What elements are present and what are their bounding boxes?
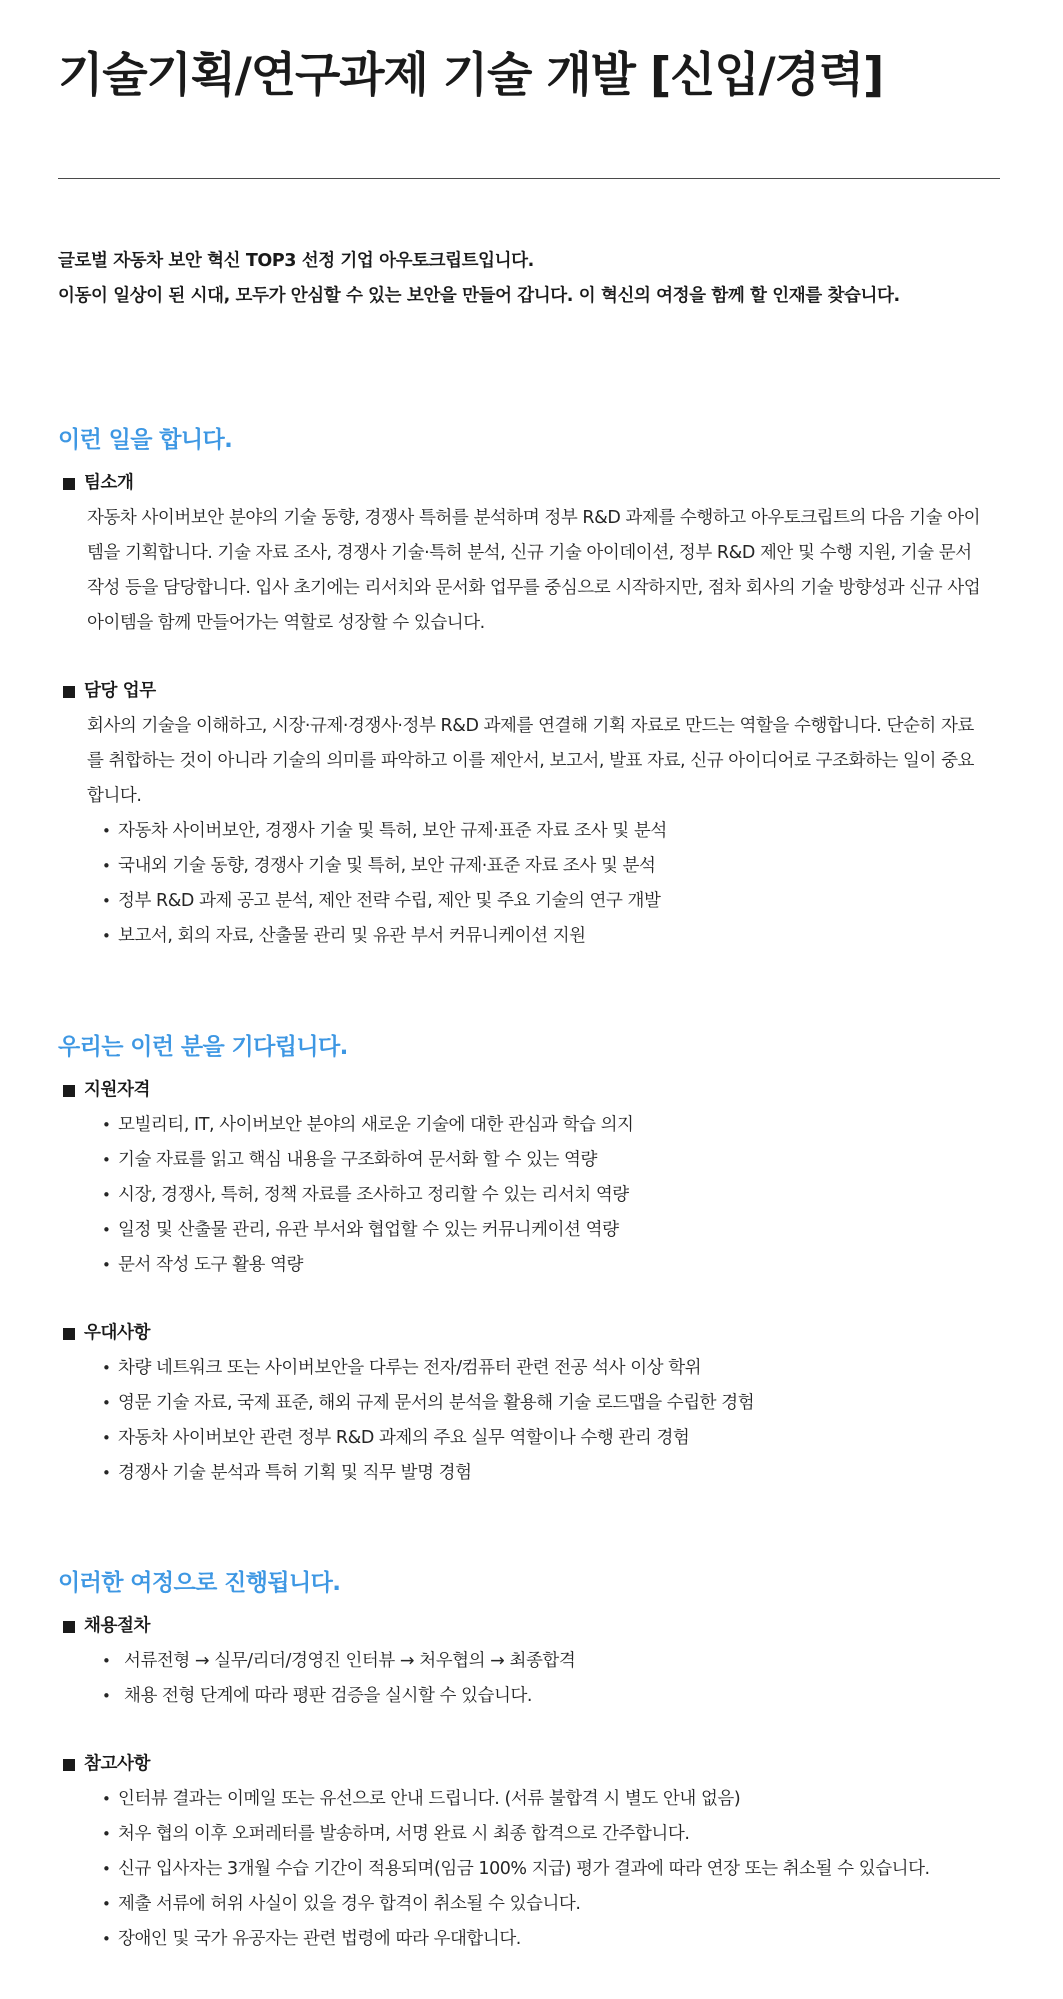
notes <box>58 1747 1018 1957</box>
list-item: • 처우 협의 이후 오퍼레터를 발송하며, 서명 완료 시 최종 합격으로 간주합니다. <box>102 1817 1018 1852</box>
duties-heading: 담당 업무 <box>84 681 156 701</box>
list-item: • 기술 자료를 읽고 핵심 내용을 구조화하여 문서화 할 수 있는 역량 <box>102 1143 1018 1178</box>
list-item: • 서류전형 → 실무/리더/경영진 인터뷰 → 처우협의 → 최종합격 <box>102 1644 1018 1679</box>
preferred-list <box>58 1351 1018 1491</box>
hiring-process-heading: 채용절차 <box>84 1616 151 1636</box>
intro-line-1: 글로벌 자동차 보안 혁신 TOP3 선정 기업 아우토크립트입니다. <box>58 251 534 271</box>
qualifications-heading: 지원자격 <box>84 1080 151 1100</box>
subsection-heading <box>58 1316 1018 1351</box>
page-title: 기술기획/연구과제 기술 개발 [신입/경력] <box>58 48 884 103</box>
list-item: • 정부 R&D 과제 공고 분석, 제안 전략 수립, 제안 및 주요 기술의 연구 개발 <box>102 884 1018 919</box>
subsection-heading <box>58 1073 1018 1108</box>
duties-body: 회사의 기술을 이해하고, 시장·규제·경쟁사·정부 R&D 과제를 연결해 기획 자료로 만드는 역할을 수행합니다. 단순히 자료를 취합하는 것이 아니라 기술의 의미를 파악하고 이를 제안서, 보고서, 발표 자료, 신규 아이디어로 구조화하는 일이 중요합니다. <box>87 716 974 806</box>
section-what-we-do <box>58 424 1018 954</box>
square-bullet-icon <box>63 1085 75 1097</box>
section-process <box>58 1567 1018 1957</box>
subsection-heading <box>58 466 1018 501</box>
list-item: • 채용 전형 단계에 따라 평판 검증을 실시할 수 있습니다. <box>102 1679 1018 1714</box>
square-bullet-icon <box>63 1328 75 1340</box>
team-intro <box>58 466 1018 641</box>
subsection-heading <box>58 674 1018 709</box>
subsection-heading <box>58 1747 1018 1782</box>
list-item: • 모빌리티, IT, 사이버보안 분야의 새로운 기술에 대한 관심과 학습 의지 <box>102 1108 1018 1143</box>
section-heading: 이러한 여정으로 진행됩니다. <box>58 1570 341 1596</box>
notes-heading: 참고사항 <box>84 1754 151 1774</box>
list-item: • 장애인 및 국가 유공자는 관련 법령에 따라 우대합니다. <box>102 1922 1018 1957</box>
list-item: • 인터뷰 결과는 이메일 또는 유선으로 안내 드립니다. (서류 불합격 시 별도 안내 없음) <box>102 1782 1018 1817</box>
list-item: • 경쟁사 기술 분석과 특허 기획 및 직무 발명 경험 <box>102 1456 1018 1491</box>
qualifications-list <box>58 1108 1018 1283</box>
team-intro-body: 자동차 사이버보안 분야의 기술 동향, 경쟁사 특허를 분석하며 정부 R&D 과제를 수행하고 아우토크립트의 다음 기술 아이템을 기획합니다. 기술 자료 조사, 경쟁사 기술·특허 분석, 신규 기술 아이데이션, 정부 R&D 제안 및 수행 지원, 기술 문서 작성 등을 담당합니다. 입사 초기에는 리서치와 문서화 업무를 중심으로 시작하지만, 점차 회사의 기술 방향성과 신규 사업 아이템을 함께 만들어가는 역할로 성장할 수 있습니다. <box>87 508 981 633</box>
intro <box>58 244 1018 314</box>
title-divider <box>58 178 1000 179</box>
list-item: • 영문 기술 자료, 국제 표준, 해외 규제 문서의 분석을 활용해 기술 로드맵을 수립한 경험 <box>102 1386 1018 1421</box>
section-heading: 이런 일을 합니다. <box>58 427 233 453</box>
list-item: • 신규 입사자는 3개월 수습 기간이 적용되며(임금 100% 지급) 평가 결과에 따라 연장 또는 취소될 수 있습니다. <box>102 1852 1018 1887</box>
list-item: • 시장, 경쟁사, 특허, 정책 자료를 조사하고 정리할 수 있는 리서치 역량 <box>102 1178 1018 1213</box>
qualifications <box>58 1073 1018 1283</box>
team-intro-heading: 팀소개 <box>84 473 134 493</box>
square-bullet-icon <box>63 478 75 490</box>
list-item: • 자동차 사이버보안 관련 정부 R&D 과제의 주요 실무 역할이나 수행 관리 경험 <box>102 1421 1018 1456</box>
process-list <box>58 1644 1018 1714</box>
list-item: • 자동차 사이버보안, 경쟁사 기술 및 특허, 보안 규제·표준 자료 조사 및 분석 <box>102 814 1018 849</box>
list-item: • 보고서, 회의 자료, 산출물 관리 및 유관 부서 커뮤니케이션 지원 <box>102 919 1018 954</box>
hiring-process <box>58 1609 1018 1714</box>
square-bullet-icon <box>63 1759 75 1771</box>
list-item: • 국내외 기술 동향, 경쟁사 기술 및 특허, 보안 규제·표준 자료 조사 및 분석 <box>102 849 1018 884</box>
list-item: • 차량 네트워크 또는 사이버보안을 다루는 전자/컴퓨터 관련 전공 석사 이상 학위 <box>102 1351 1018 1386</box>
section-heading: 우리는 이런 분을 기다립니다. <box>58 1034 348 1060</box>
subsection-heading <box>58 1609 1018 1644</box>
duties <box>58 674 1018 954</box>
list-item: • 일정 및 산출물 관리, 유관 부서와 협업할 수 있는 커뮤니케이션 역량 <box>102 1213 1018 1248</box>
preferred <box>58 1316 1018 1491</box>
intro-line-2: 이동이 일상이 된 시대, 모두가 안심할 수 있는 보안을 만들어 갑니다. 이 혁신의 여정을 함께 할 인재를 찾습니다. <box>58 286 900 306</box>
square-bullet-icon <box>63 1621 75 1633</box>
duties-list <box>58 814 1018 954</box>
section-who-we-want <box>58 1031 1018 1491</box>
notes-list <box>58 1782 1018 1957</box>
preferred-heading: 우대사항 <box>84 1323 151 1343</box>
square-bullet-icon <box>63 686 75 698</box>
list-item: • 제출 서류에 허위 사실이 있을 경우 합격이 취소될 수 있습니다. <box>102 1887 1018 1922</box>
list-item: • 문서 작성 도구 활용 역량 <box>102 1248 1018 1283</box>
